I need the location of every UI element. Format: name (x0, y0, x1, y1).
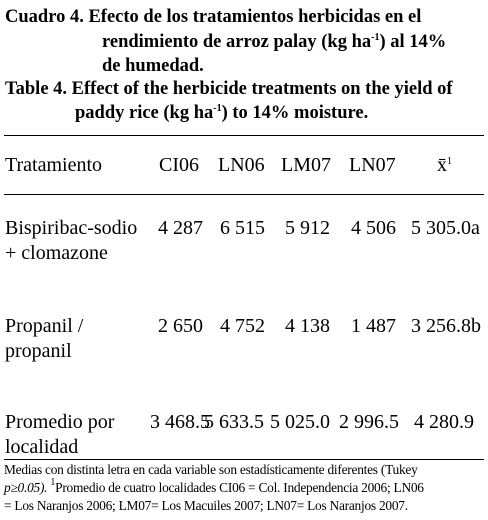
row-label: Bispiribac-sodio (5, 217, 138, 239)
row-label-cont: + clomazone (5, 242, 108, 264)
cell-ln07: 2 996.5 (339, 411, 399, 433)
header-lm07: LM07 (281, 154, 331, 176)
row-label-cont: propanil (5, 340, 72, 362)
caption-en-lead: Table 4. (5, 79, 68, 99)
caption-es-line3: de humedad. (102, 56, 204, 76)
caption-es-text1: Efecto de los tratamientos herbicidas en el (88, 7, 422, 27)
table-bottom-rule (4, 459, 484, 460)
row-label: Propanil / (5, 315, 84, 337)
footnote-line1: Medias con distinta letra en cada variable son estadísticamente diferentes (Tukey (4, 462, 418, 477)
header-treatment: Tratamiento (5, 154, 103, 176)
cell-mean: 5 305.0a (411, 217, 480, 239)
header-mean: x̄$^1$ (437, 154, 452, 176)
caption-es-line2: rendimiento de arroz palay (kg $ha^{-1}$) al 14% (102, 32, 447, 52)
cell-ln06: 6 515 (220, 217, 265, 239)
row-label-cont: localidad (5, 436, 79, 458)
cell-lm07: 5 912 (285, 217, 330, 239)
cell-ci06: 2 650 (158, 315, 203, 337)
caption-es-line1 (5, 7, 421, 28)
cell-ln07: 4 506 (351, 217, 396, 239)
caption-en-text1: Effect of the herbicide treatments on the yield of (71, 79, 453, 99)
cell-lm07: 5 025.0 (270, 411, 330, 433)
caption-es-lead: Cuadro 4. (5, 7, 84, 27)
cell-lm07: 4 138 (285, 315, 330, 337)
cell-ln06: 4 752 (220, 315, 265, 337)
footnote-line2: p≥0.05). $^1$Promedio de cuatro localidades CI06 = Col. Independencia 2006; LN06 (4, 477, 424, 495)
cell-ln06: 5 633.5 (204, 411, 264, 433)
cell-ln07: 1 487 (351, 315, 396, 337)
table-top-rule (4, 135, 484, 136)
table-header-rule (4, 194, 484, 195)
cell-mean: 4 280.9 (414, 411, 474, 433)
header-ci06: CI06 (159, 154, 199, 176)
cell-mean: 3 256.8b (411, 315, 481, 337)
caption-en-line2: paddy rice (kg $ha^{-1}$) to 14% moisture. (75, 103, 369, 123)
header-ln06: LN06 (218, 154, 265, 176)
footnote-line3: = Los Naranjos 2006; LM07= Los Macuiles 2007; LN07= Los Naranjos 2007. (4, 498, 408, 513)
cell-ci06: 4 287 (158, 217, 203, 239)
caption-en-line1 (5, 79, 453, 100)
header-ln07: LN07 (349, 154, 396, 176)
row-label: Promedio por (5, 411, 115, 433)
cell-ci06: 3 468.5 (150, 411, 210, 433)
